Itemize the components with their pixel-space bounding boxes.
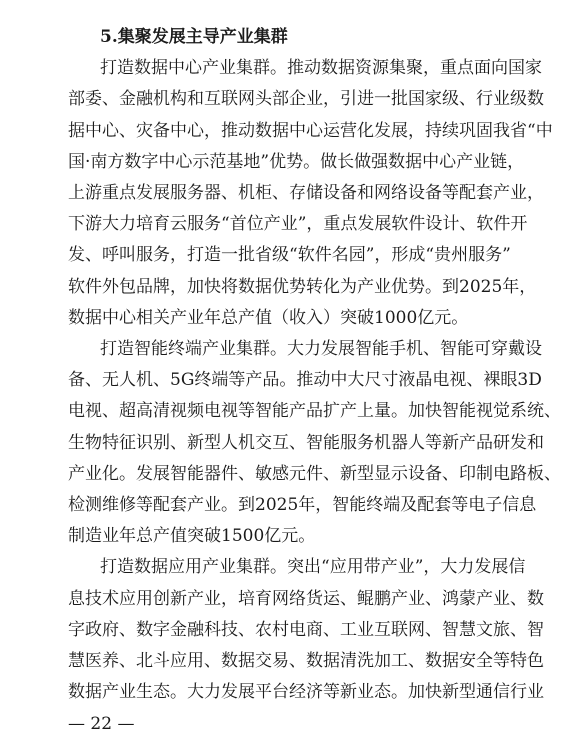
paragraph-line: 上游重点发展服务器、机柜、存储设备和网络设备等配套产业， [68,183,544,203]
paragraph-line: 软件外包品牌，加快将数据优势转化为产业优势。到2025年， [68,276,537,297]
paragraph-line: 生物特征识别、新型人机交互、智能服务机器人等新产品研发和 [68,432,544,453]
paragraph-line: 制造业年总产值突破1500亿元。 [68,526,316,547]
section-heading: 5.集聚发展主导产业集群 [100,27,288,47]
paragraph-line: 打造智能终端产业集群。大力发展智能手机、智能可穿戴设 [100,339,542,359]
paragraph-line: 慧医养、北斗应用、数据交易、数据清洗加工、数据安全等特色 [68,651,544,671]
paragraph-line: 打造数据应用产业集群。突出“应用带产业”，大力发展信 [100,557,526,578]
paragraph-line: 字政府、数字金融科技、农村电商、工业互联网、智慧文旅、智 [68,619,544,640]
page-number: — 22 — [68,714,135,735]
paragraph-line: 产业化。发展智能器件、敏感元件、新型显示设备、印制电路板、 [68,463,561,484]
paragraph-line: 下游大力培育云服务“首位产业”，重点发展软件设计、软件开 [68,214,528,235]
paragraph-line: 打造数据中心产业集群。推动数据资源集聚，重点面向国家 [100,58,542,79]
paragraph-line: 发、呼叫服务，打造一批省级“软件名园”，形成“贵州服务” [68,245,511,266]
paragraph-line: 数据中心相关产业年总产值（收入）突破1000亿元。 [68,307,469,328]
paragraph-line: 数据产业生态。大力发展平台经济等新业态。加快新型通信行业 [68,682,544,703]
paragraph-line: 国·南方数字中心示范基地”优势。做长做强数据中心产业链， [68,151,525,172]
paragraph-line: 检测维修等配套产业。到2025年，智能终端及配套等电子信息 [68,495,537,515]
paragraph-line: 据中心、灾备中心，推动数据中心运营化发展，持续巩固我省“中 [68,120,553,141]
paragraph-line: 电视、超高清视频电视等智能产品扩产上量。加快智能视觉系统、 [68,401,561,422]
paragraph-line: 部委、金融机构和互联网头部企业，引进一批国家级、行业级数 [68,89,544,110]
paragraph-line: 息技术应用创新产业，培育网络货运、鲲鹏产业、鸿蒙产业、数 [68,588,544,609]
paragraph-line: 备、无人机、5G终端等产品。推动中大尺寸液晶电视、裸眼3D [68,370,542,391]
